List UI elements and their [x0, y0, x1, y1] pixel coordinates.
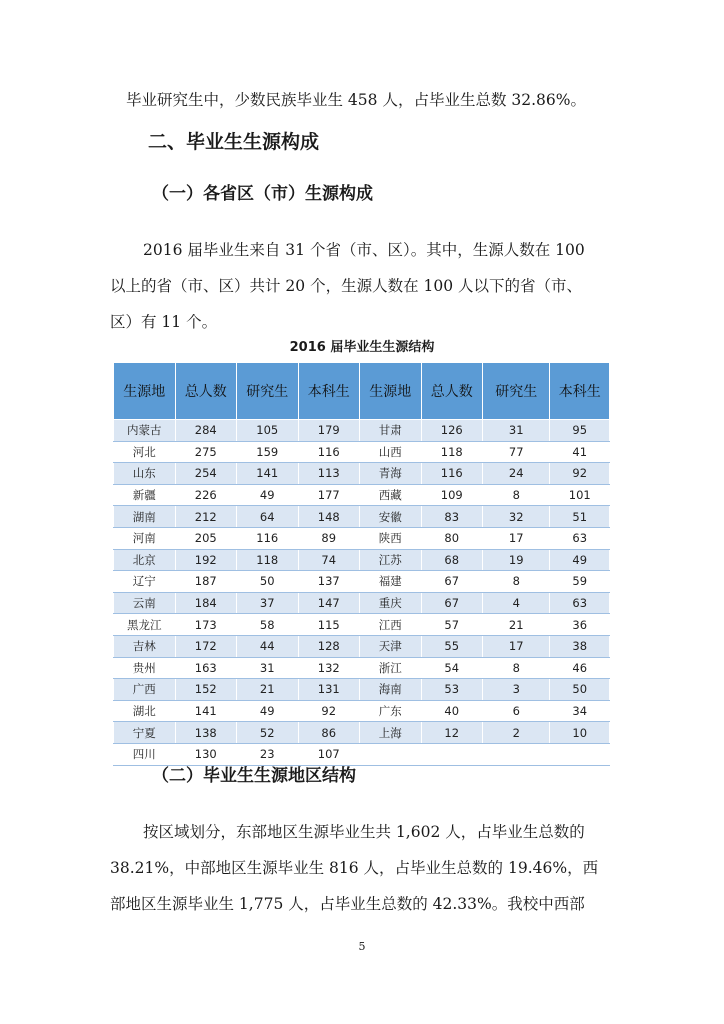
table-cell: 63 — [550, 527, 610, 549]
column-header: 总人数 — [421, 363, 483, 420]
table-cell: 132 — [298, 657, 360, 679]
table-cell: 宁夏 — [114, 722, 176, 744]
paragraph-line: 2016 届毕业生来自 31 个省（市、区）。其中，生源人数在 100 — [143, 241, 585, 259]
table-cell: 广西 — [114, 679, 176, 701]
table-cell: 184 — [175, 592, 237, 614]
table-cell: 河南 — [114, 527, 176, 549]
table-cell: 177 — [298, 484, 360, 506]
table-cell: 67 — [421, 592, 483, 614]
table-cell: 148 — [298, 506, 360, 528]
column-header: 研究生 — [237, 363, 299, 420]
column-header: 研究生 — [483, 363, 550, 420]
table-cell: 贵州 — [114, 657, 176, 679]
table-cell: 34 — [550, 700, 610, 722]
table-cell: 44 — [237, 635, 299, 657]
table-cell: 8 — [483, 571, 550, 593]
source-table — [113, 362, 610, 766]
table-cell: 205 — [175, 527, 237, 549]
intro-line-text: 毕业研究生中，少数民族毕业生 458 人，占毕业生总数 32.86%。 — [126, 91, 586, 109]
table-cell: 107 — [298, 743, 360, 765]
table-cell: 141 — [237, 463, 299, 485]
table-cell: 131 — [298, 679, 360, 701]
table-cell: 37 — [237, 592, 299, 614]
table-cell: 86 — [298, 722, 360, 744]
table-cell: 安徽 — [360, 506, 422, 528]
table-cell: 17 — [483, 527, 550, 549]
table-cell: 163 — [175, 657, 237, 679]
table-row — [114, 592, 610, 614]
table-cell: 天津 — [360, 635, 422, 657]
table-cell: 92 — [298, 700, 360, 722]
table-cell: 新疆 — [114, 484, 176, 506]
table-row — [114, 484, 610, 506]
table-cell: 64 — [237, 506, 299, 528]
table-row — [114, 463, 610, 485]
table-cell: 40 — [421, 700, 483, 722]
table-cell: 10 — [550, 722, 610, 744]
table-cell: 172 — [175, 635, 237, 657]
paragraph-line: 按区域划分，东部地区生源毕业生共 1,602 人，占毕业生总数的 — [143, 823, 585, 841]
table-cell: 130 — [175, 743, 237, 765]
table-cell: 24 — [483, 463, 550, 485]
table-cell: 31 — [237, 657, 299, 679]
table-cell: 8 — [483, 657, 550, 679]
table-cell: 甘肃 — [360, 420, 422, 442]
table-cell — [421, 743, 483, 765]
table-cell: 辽宁 — [114, 571, 176, 593]
table-row — [114, 549, 610, 571]
table-cell: 95 — [550, 420, 610, 442]
table-cell: 68 — [421, 549, 483, 571]
paragraph-line: 区）有 11 个。 — [110, 313, 218, 331]
table-cell: 福建 — [360, 571, 422, 593]
table-cell: 4 — [483, 592, 550, 614]
table-cell: 21 — [237, 679, 299, 701]
table-cell: 21 — [483, 614, 550, 636]
table-cell: 226 — [175, 484, 237, 506]
table-cell: 126 — [421, 420, 483, 442]
table-cell: 179 — [298, 420, 360, 442]
table-cell: 上海 — [360, 722, 422, 744]
table-cell: 52 — [237, 722, 299, 744]
table-cell: 284 — [175, 420, 237, 442]
table-cell: 59 — [550, 571, 610, 593]
table-row — [114, 700, 610, 722]
table-cell: 49 — [550, 549, 610, 571]
table-row — [114, 506, 610, 528]
table-cell: 浙江 — [360, 657, 422, 679]
table-cell: 6 — [483, 700, 550, 722]
table-cell: 西藏 — [360, 484, 422, 506]
column-header: 本科生 — [550, 363, 610, 420]
table-cell — [550, 743, 610, 765]
paragraph-regions — [110, 814, 614, 922]
table-cell: 118 — [421, 441, 483, 463]
table-row — [114, 527, 610, 549]
table-cell: 147 — [298, 592, 360, 614]
column-header: 生源地 — [114, 363, 176, 420]
table-cell: 海南 — [360, 679, 422, 701]
table-cell: 50 — [237, 571, 299, 593]
table-cell: 山东 — [114, 463, 176, 485]
table-cell: 89 — [298, 527, 360, 549]
table-row — [114, 614, 610, 636]
table-cell: 河北 — [114, 441, 176, 463]
subsection-title-regions: （二）毕业生生源地区结构 — [152, 766, 356, 786]
table-cell: 50 — [550, 679, 610, 701]
table-cell: 38 — [550, 635, 610, 657]
table-cell: 67 — [421, 571, 483, 593]
table-cell: 山西 — [360, 441, 422, 463]
table-cell: 23 — [237, 743, 299, 765]
table-cell: 云南 — [114, 592, 176, 614]
table-cell: 17 — [483, 635, 550, 657]
table-cell: 77 — [483, 441, 550, 463]
table-cell: 80 — [421, 527, 483, 549]
column-header: 生源地 — [360, 363, 422, 420]
table-cell: 58 — [237, 614, 299, 636]
table-cell: 118 — [237, 549, 299, 571]
table-cell: 138 — [175, 722, 237, 744]
table-cell: 53 — [421, 679, 483, 701]
table-row — [114, 679, 610, 701]
table-cell: 3 — [483, 679, 550, 701]
table-cell: 黑龙江 — [114, 614, 176, 636]
intro-line — [126, 82, 616, 118]
paragraph-line: 以上的省（市、区）共计 20 个，生源人数在 100 人以下的省（市、 — [110, 277, 583, 295]
table-cell: 254 — [175, 463, 237, 485]
table-cell: 湖北 — [114, 700, 176, 722]
table-cell: 四川 — [114, 743, 176, 765]
table-cell: 吉林 — [114, 635, 176, 657]
table-cell: 92 — [550, 463, 610, 485]
table-cell: 212 — [175, 506, 237, 528]
table-cell — [483, 743, 550, 765]
table-cell: 湖南 — [114, 506, 176, 528]
table-cell: 63 — [550, 592, 610, 614]
table-cell: 2 — [483, 722, 550, 744]
table-cell: 49 — [237, 700, 299, 722]
table-cell: 101 — [550, 484, 610, 506]
table-cell: 173 — [175, 614, 237, 636]
table-cell: 116 — [237, 527, 299, 549]
table-cell: 275 — [175, 441, 237, 463]
table-cell: 31 — [483, 420, 550, 442]
table-cell: 57 — [421, 614, 483, 636]
table-cell: 8 — [483, 484, 550, 506]
table-cell: 重庆 — [360, 592, 422, 614]
table-cell: 115 — [298, 614, 360, 636]
table-row — [114, 441, 610, 463]
paragraph-line: 38.21%，中部地区生源毕业生 816 人，占毕业生总数的 19.46%，西 — [110, 859, 599, 877]
table-cell: 105 — [237, 420, 299, 442]
table-cell: 内蒙古 — [114, 420, 176, 442]
paragraph-provinces — [110, 232, 614, 340]
table-cell — [360, 743, 422, 765]
table-cell: 137 — [298, 571, 360, 593]
table-row — [114, 635, 610, 657]
table-cell: 128 — [298, 635, 360, 657]
table-row — [114, 571, 610, 593]
table-cell: 83 — [421, 506, 483, 528]
table-cell: 51 — [550, 506, 610, 528]
table-cell: 36 — [550, 614, 610, 636]
table-cell: 74 — [298, 549, 360, 571]
table-cell: 113 — [298, 463, 360, 485]
table-body — [114, 420, 610, 766]
table-cell: 北京 — [114, 549, 176, 571]
column-header: 总人数 — [175, 363, 237, 420]
table-cell: 54 — [421, 657, 483, 679]
table-cell: 109 — [421, 484, 483, 506]
page-number: 5 — [358, 940, 366, 953]
table-cell: 青海 — [360, 463, 422, 485]
table-cell: 32 — [483, 506, 550, 528]
table-cell: 49 — [237, 484, 299, 506]
table-header-row — [114, 363, 610, 420]
table-cell: 广东 — [360, 700, 422, 722]
table-cell: 19 — [483, 549, 550, 571]
table-caption: 2016 届毕业生生源结构 — [289, 340, 435, 355]
table-cell: 41 — [550, 441, 610, 463]
table-cell: 陕西 — [360, 527, 422, 549]
table-cell: 江西 — [360, 614, 422, 636]
table-cell: 46 — [550, 657, 610, 679]
paragraph-line: 部地区生源毕业生 1,775 人，占毕业生总数的 42.33%。我校中西部 — [110, 895, 585, 913]
table-row — [114, 657, 610, 679]
table-cell: 141 — [175, 700, 237, 722]
table-cell: 192 — [175, 549, 237, 571]
table-row — [114, 722, 610, 744]
table-cell: 116 — [421, 463, 483, 485]
column-header: 本科生 — [298, 363, 360, 420]
table-cell: 12 — [421, 722, 483, 744]
table-cell: 116 — [298, 441, 360, 463]
table-cell: 152 — [175, 679, 237, 701]
subsection-title-provinces: （一）各省区（市）生源构成 — [152, 184, 373, 204]
table-cell: 187 — [175, 571, 237, 593]
table-cell: 55 — [421, 635, 483, 657]
table-row — [114, 420, 610, 442]
section-title: 二、毕业生生源构成 — [148, 131, 320, 153]
table-cell: 江苏 — [360, 549, 422, 571]
table-cell: 159 — [237, 441, 299, 463]
